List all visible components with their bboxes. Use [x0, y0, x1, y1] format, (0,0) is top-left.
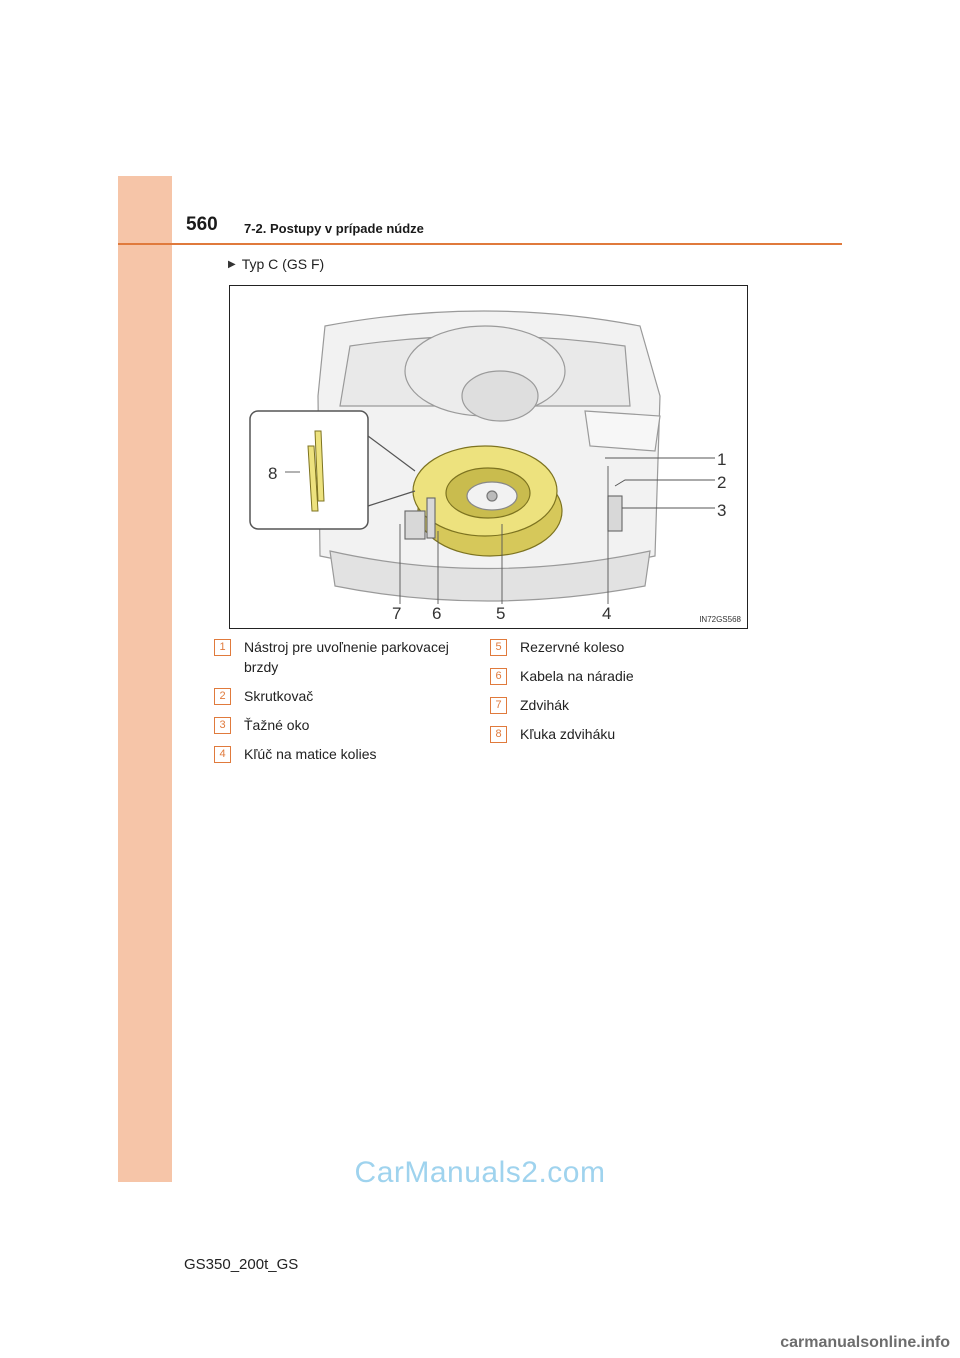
- legend-number: 6: [490, 668, 507, 685]
- header-rule: [118, 243, 842, 245]
- wrench-set: [608, 496, 622, 531]
- callout-6: 6: [432, 604, 442, 623]
- legend-right: [490, 637, 750, 753]
- callout-3: 3: [717, 501, 727, 520]
- legend-number: 5: [490, 639, 507, 656]
- legend-text: Ťažné oko: [244, 717, 310, 733]
- legend-text: Kabela na náradie: [520, 668, 634, 684]
- callout-7: 7: [392, 604, 402, 623]
- legend-number: 4: [214, 746, 231, 763]
- callout-2: 2: [717, 473, 727, 492]
- list-item: [490, 637, 750, 657]
- spare-tire-figure: [229, 285, 748, 629]
- page-number: 560: [186, 214, 218, 235]
- watermark-link[interactable]: CarManuals2.com: [354, 1156, 606, 1189]
- legend-number: 3: [214, 717, 231, 734]
- legend-number: 8: [490, 726, 507, 743]
- subheading-text: Typ C (GS F): [241, 256, 325, 272]
- legend-text: Skrutkovač: [244, 688, 314, 704]
- list-item: [214, 744, 474, 764]
- footer-model: GS350_200t_GS: [184, 1256, 299, 1273]
- figure-code: IN72GS568: [699, 615, 741, 624]
- list-item: [214, 715, 474, 735]
- triangle-bullet-icon: ▶: [228, 258, 236, 270]
- legend-text: Rezervné koleso: [520, 639, 625, 655]
- callout-4: 4: [602, 604, 612, 623]
- legend-left: [214, 637, 474, 773]
- legend-text: Kľuka zdviháku: [520, 726, 616, 742]
- legend-text: Kľúč na matice kolies: [244, 746, 377, 762]
- side-band: [118, 176, 172, 1182]
- callout-5: 5: [496, 604, 506, 623]
- legend-number: 2: [214, 688, 231, 705]
- tire-well: [462, 371, 538, 421]
- legend-text: Zdvihák: [520, 697, 570, 713]
- legend-text: Nástroj pre uvoľnenie parkovacej brzdy: [244, 639, 449, 675]
- list-item: [214, 637, 474, 677]
- watermark-bottom-link[interactable]: carmanualsonline.info: [780, 1334, 950, 1351]
- subheading: [228, 256, 324, 272]
- list-item: [490, 695, 750, 715]
- jack: [405, 511, 425, 539]
- legend-number: 1: [214, 639, 231, 656]
- section-title: 7-2. Postupy v prípade núdze: [244, 221, 424, 236]
- tool-bag: [427, 498, 435, 538]
- callout-8: 8: [268, 464, 278, 483]
- callout-1: 1: [717, 450, 727, 469]
- list-item: [490, 724, 750, 744]
- trunk-illustration: [230, 286, 747, 628]
- cargo-cover: [585, 411, 660, 451]
- legend-number: 7: [490, 697, 507, 714]
- list-item: [490, 666, 750, 686]
- list-item: [214, 686, 474, 706]
